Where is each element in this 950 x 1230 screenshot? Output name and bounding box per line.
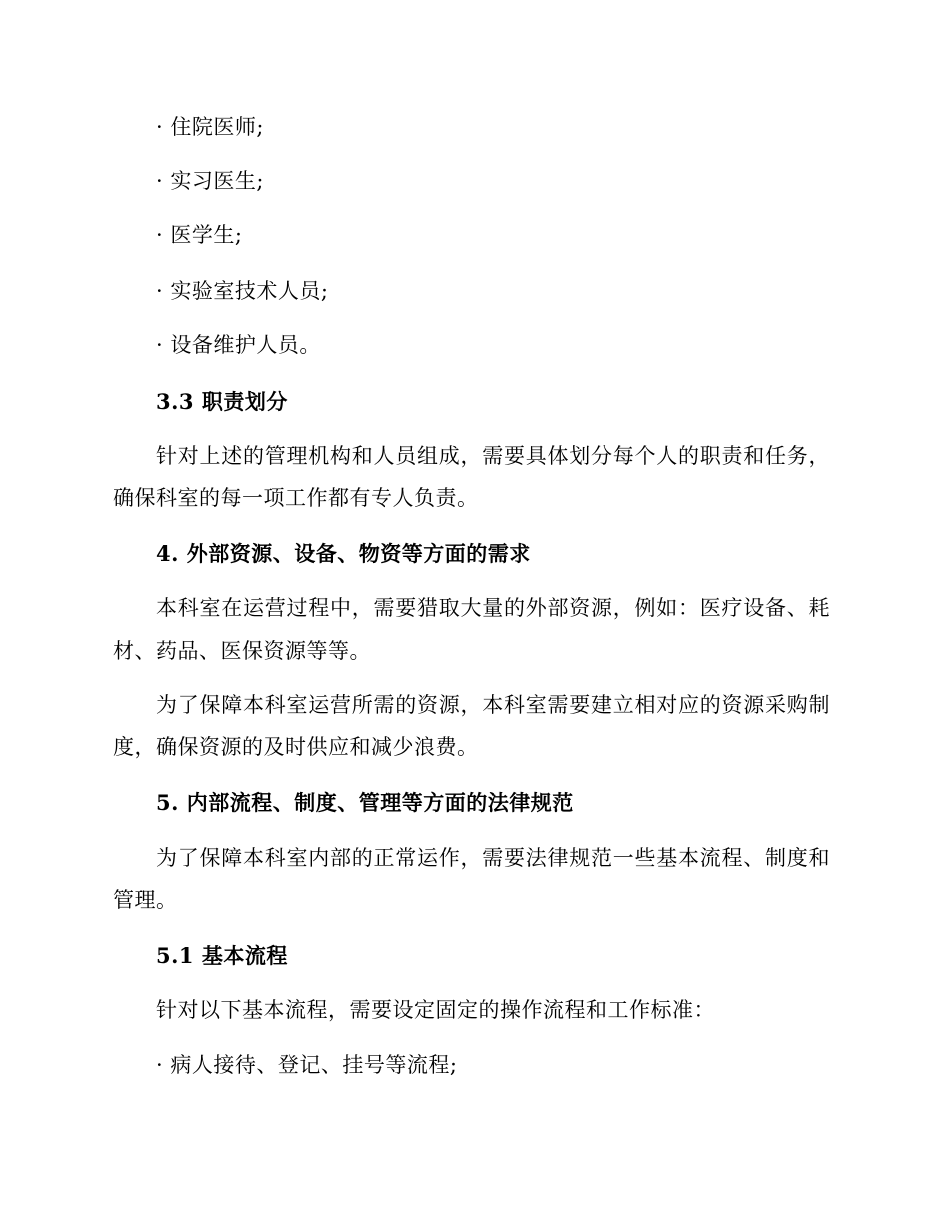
- list-item: · 设备维护人员。: [156, 333, 321, 357]
- list-item: · 实习医生;: [156, 169, 264, 193]
- paragraph-line: 度，确保资源的及时供应和减少浪费。: [113, 735, 479, 759]
- paragraph-line: 为了保障本科室运营所需的资源，本科室需要建立相对应的资源采购制: [156, 693, 830, 717]
- list-item: · 医学生;: [156, 223, 243, 247]
- paragraph-line: 管理。: [113, 888, 178, 912]
- section-heading-5-1: 5.1 基本流程: [156, 943, 288, 968]
- paragraph-line: 本科室在运营过程中，需要猎取大量的外部资源，例如：医疗设备、耗: [156, 596, 830, 620]
- paragraph-line: 确保科室的每一项工作都有专人负责。: [113, 486, 479, 510]
- paragraph-line: 针对以下基本流程，需要设定固定的操作流程和工作标准：: [156, 998, 715, 1022]
- section-heading-3-3: 3.3 职责划分: [156, 389, 288, 414]
- section-heading-4: 4. 外部资源、设备、物资等方面的需求: [156, 541, 531, 566]
- paragraph-line: 为了保障本科室内部的正常运作，需要法律规范一些基本流程、制度和: [156, 846, 830, 870]
- paragraph-line: 针对上述的管理机构和人员组成，需要具体划分每个人的职责和任务，: [156, 444, 830, 468]
- list-item: · 病人接待、登记、挂号等流程;: [156, 1053, 458, 1077]
- paragraph-line: 材、药品、医保资源等等。: [113, 639, 371, 663]
- list-item: · 住院医师;: [156, 115, 264, 139]
- section-heading-5: 5. 内部流程、制度、管理等方面的法律规范: [156, 790, 574, 815]
- list-item: · 实验室技术人员;: [156, 279, 329, 303]
